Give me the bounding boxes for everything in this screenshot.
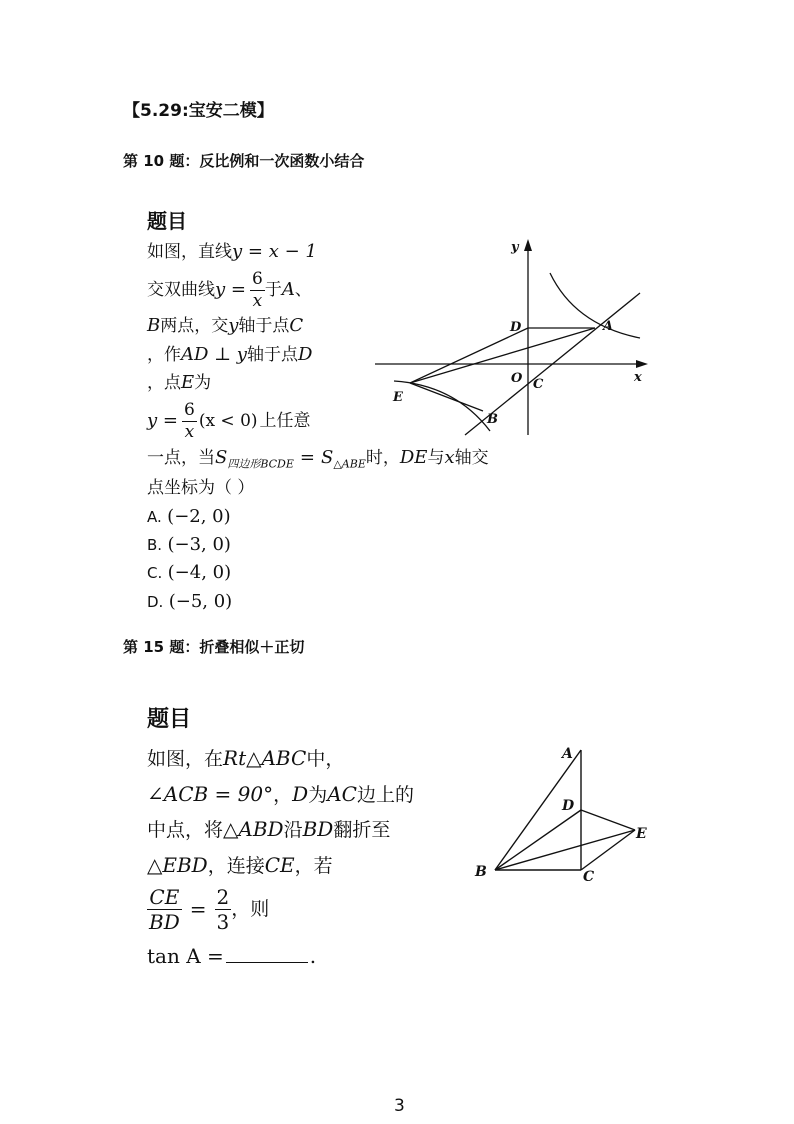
y-axis-arrow [524, 239, 532, 251]
q10-option-b [147, 535, 231, 555]
q10-text: 轴于点 [246, 345, 298, 365]
q15-frac2-den: 3 [216, 909, 230, 934]
q10-frac-num: 6 [251, 268, 263, 289]
q10-text: ，点 [147, 373, 181, 393]
q10-text: 交双曲线 [147, 280, 215, 300]
segment-BE [495, 830, 635, 870]
q10-text: 于 [264, 280, 282, 300]
q10-line-8: 点坐标为（ ） [147, 478, 255, 498]
q15-line-6 [147, 944, 316, 969]
q10-math-line-eq: y = x − 1 [232, 241, 317, 262]
label-y: y [511, 240, 519, 255]
q10-math-A: A [281, 279, 295, 300]
q10-math-cond: (x < 0) [198, 411, 258, 431]
q10-math-D: D [297, 344, 313, 365]
q10-math-y-eq: y = [215, 279, 246, 300]
q10-title: 第 10 题：反比例和一次函数小结合 [123, 152, 365, 170]
option-value: (−4, 0) [167, 562, 232, 583]
q15-math-tan: tan A = [147, 944, 224, 968]
q10-math-perp: AD ⊥ y [181, 344, 247, 365]
q15-text: ，若 [294, 855, 333, 877]
q10-text: 时， [365, 448, 400, 468]
hyperbola-left [394, 381, 490, 431]
option-value: (−3, 0) [167, 534, 231, 555]
q10-option-c [147, 563, 231, 583]
segment-DE [581, 810, 635, 830]
q15-line-3 [147, 817, 390, 842]
q10-math-eq: = [299, 447, 315, 468]
q15-line-2 [147, 782, 414, 807]
q10-line-2 [147, 265, 312, 315]
q10-line-5 [147, 373, 211, 393]
q10-option-d [147, 592, 232, 612]
q15-line-5 [147, 880, 269, 938]
segment-CE [581, 830, 635, 870]
answer-blank[interactable] [226, 944, 308, 963]
q10-option-a [147, 507, 231, 527]
q10-math-B: B [147, 315, 161, 336]
q15-title: 第 15 题：折叠相似＋正切 [123, 638, 305, 656]
q10-math-S2: S [321, 447, 334, 468]
label-B: B [487, 412, 498, 427]
label-A: A [603, 319, 614, 334]
q15-fraction-2-3 [215, 884, 232, 934]
option-letter: A. [147, 508, 162, 526]
q10-math-S1: S [215, 447, 228, 468]
q10-text: 两点，交 [160, 316, 229, 336]
q15-line-1 [147, 746, 344, 771]
q10-line-6 [147, 396, 311, 446]
label-D: D [562, 798, 575, 814]
q10-text: ，作 [147, 345, 181, 365]
q15-text: ， [273, 784, 293, 806]
label-C: C [533, 377, 544, 392]
option-value: (−5, 0) [168, 591, 233, 612]
q15-math-angle: ∠ACB = 90° [147, 782, 274, 806]
option-letter: D. [147, 593, 164, 611]
label-C: C [583, 869, 595, 885]
label-E: E [393, 390, 403, 405]
q10-math-C: C [289, 315, 304, 336]
label-x: x [634, 370, 642, 385]
q10-text: 、 [294, 280, 312, 300]
q15-text: 翻折至 [333, 819, 391, 841]
q10-figure [370, 235, 655, 440]
q10-text: 一点，当 [147, 448, 215, 468]
q10-fraction-2 [182, 399, 197, 442]
label-A: A [562, 746, 573, 762]
q10-math-y: y [228, 315, 239, 336]
q15-math-EBD: △EBD [147, 853, 208, 877]
q10-text: 轴于点 [238, 316, 290, 336]
q15-math-CE: CE [264, 853, 295, 877]
label-O: O [511, 371, 523, 386]
q10-text: 与 [427, 448, 445, 468]
option-value: (−2, 0) [167, 506, 231, 527]
q15-text: 为 [308, 784, 328, 806]
q15-math-BD: BD [302, 817, 334, 841]
q15-figure [470, 740, 660, 888]
q15-line-4 [147, 853, 333, 878]
q15-text: 边上的 [356, 784, 414, 806]
section-header: 【5.29:宝安二模】 [123, 101, 274, 121]
segment-AE [410, 328, 595, 383]
page-number: 3 [394, 1096, 405, 1116]
q15-text: 沿 [283, 819, 303, 841]
q15-fraction-ce-bd [147, 884, 182, 934]
q15-text: 如图，在 [147, 748, 224, 770]
label-E: E [636, 826, 647, 842]
q10-label: 题目 [147, 209, 187, 233]
q15-math-AC: AC [327, 782, 357, 806]
q10-text: 为 [194, 373, 212, 393]
q10-text: 轴交 [454, 448, 489, 468]
q15-label: 题目 [147, 707, 192, 732]
option-letter: B. [147, 536, 163, 554]
q10-frac-den: x [184, 421, 195, 442]
q15-text: ，连接 [207, 855, 265, 877]
q15-frac1-den: BD [149, 909, 180, 934]
q15-text: . [309, 944, 317, 968]
q10-line-7 [147, 448, 489, 474]
q10-frac-num: 6 [183, 399, 195, 420]
label-B: B [475, 864, 487, 880]
q10-frac-den: x [252, 290, 263, 311]
q15-text: ，则 [231, 898, 270, 920]
q10-math-DE: DE [399, 447, 428, 468]
x-axis-arrow [636, 360, 648, 368]
q15-frac2-num: 2 [216, 884, 230, 909]
q15-text: 中， [306, 748, 345, 770]
q10-math-sub2: △ABE [333, 457, 366, 471]
q10-text: 上任意 [259, 411, 311, 431]
q15-math-ABD: △ABD [223, 817, 284, 841]
q10-math-sub1: 四边形BCDE [227, 457, 294, 471]
q10-math-y-eq: y = [147, 410, 178, 431]
q15-math-eq: = [189, 897, 207, 921]
q10-line-1 [147, 242, 317, 262]
label-D: D [510, 320, 522, 335]
q15-frac1-num: CE [147, 887, 182, 910]
q15-text: 中点，将 [147, 819, 224, 841]
option-letter: C. [147, 564, 163, 582]
q15-math-triangle: Rt△ABC [223, 746, 307, 770]
q10-math-x: x [444, 447, 455, 468]
q15-math-D: D [292, 782, 309, 806]
q10-math-E: E [181, 372, 195, 393]
q10-fraction [250, 268, 265, 311]
segment-BE [410, 383, 483, 411]
q10-text: 如图，直线 [147, 242, 232, 262]
q10-line-3 [147, 316, 303, 336]
segment-BD [495, 810, 581, 870]
q10-line-4 [147, 345, 312, 365]
